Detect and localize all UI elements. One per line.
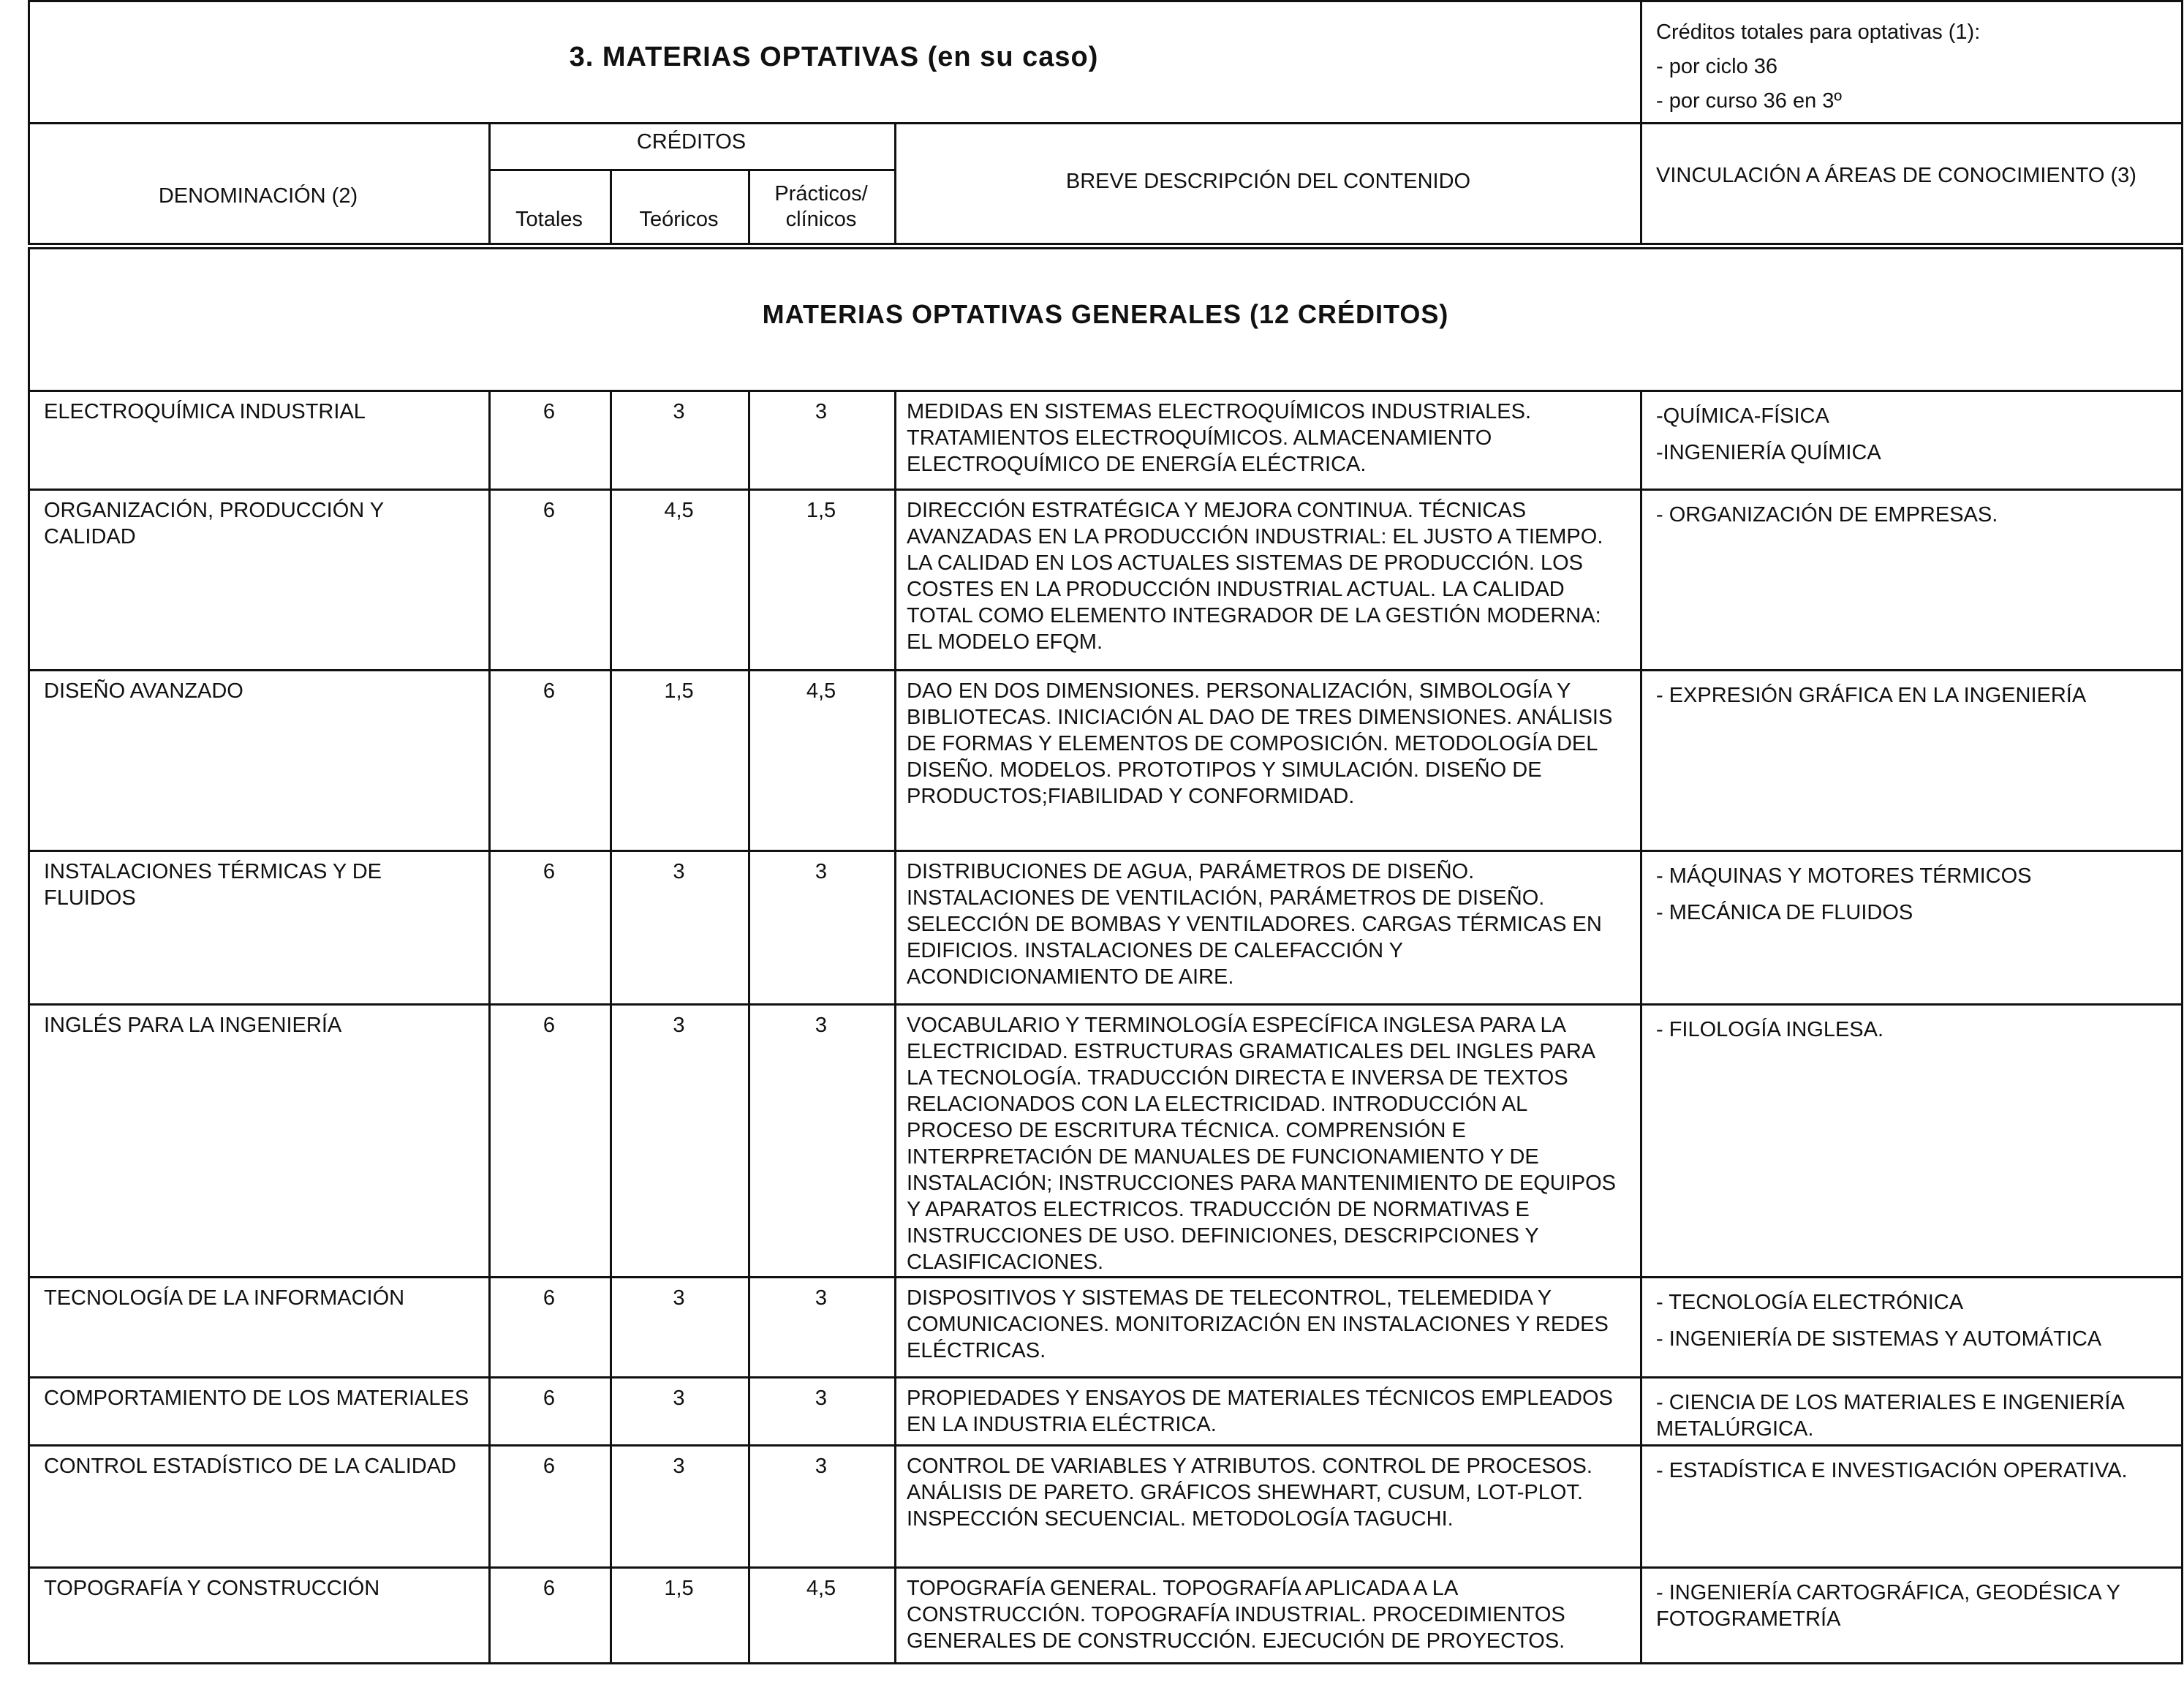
subject-description: TOPOGRAFÍA GENERAL. TOPOGRAFÍA APLICADA A LA CONSTRUCCIÓN. TOPOGRAFÍA INDUSTRIAL. PROCEDIMIENTOS GENERALES DE CONSTRUCCIÓN. EJECUCIÓN DE PROYECTOS. — [907, 1577, 1565, 1653]
credits-practicos: 4,5 — [806, 1577, 836, 1600]
subject-name: INSTALACIONES TÉRMICAS Y DE FLUIDOS — [44, 860, 382, 910]
subject-description: PROPIEDADES Y ENSAYOS DE MATERIALES TÉCNICOS EMPLEADOS EN LA INDUSTRIA ELÉCTRICA. — [907, 1387, 1613, 1436]
credits-practicos: 3 — [815, 1014, 828, 1037]
knowledge-area-item: - ORGANIZACIÓN DE EMPRESAS. — [1656, 503, 1998, 527]
knowledge-areas — [1656, 1017, 2170, 1053]
subject-description: VOCABULARIO Y TERMINOLOGÍA ESPECÍFICA INGLESA PARA LA ELECTRICIDAD. ESTRUCTURAS GRAMATICALES DEL INGLES PARA LA TECNOLOGÍA. TRADUCCIÓN DIRECTA E INVERSA DE TEXTOS RELACIONADOS CON LA ELECTRICIDAD. INTRODUCCIÓN AL PROCESO DE ESCRITURA TÉCNICA. COMPRENSIÓN E INTERPRETACIÓN DE MANUALES DE FUNCIONAMIENTO Y DE INSTALACIÓN; INSTRUCCIONES PARA MANTENIMIENTO DE EQUIPOS Y APARATOS ELECTRICOS. TRADUCCIÓN DE NORMATIVAS E INSTRUCCIONES DE USO. DEFINICIONES, DESCRIPCIONES Y CLASIFICACIONES. — [907, 1014, 1617, 1274]
page-title: 3. MATERIAS OPTATIVAS (en su caso) — [569, 42, 1099, 72]
subject-name: ELECTROQUÍMICA INDUSTRIAL — [44, 400, 366, 423]
column-header-denominacion: DENOMINACIÓN (2) — [158, 184, 358, 208]
column-divider — [894, 1003, 896, 1276]
knowledge-area-item: - ESTADÍSTICA E INVESTIGACIÓN OPERATIVA. — [1656, 1459, 2128, 1482]
credits-teoricos: 3 — [673, 1286, 685, 1310]
knowledge-areas — [1656, 1457, 2170, 1494]
knowledge-area-item: - CIENCIA DE LOS MATERIALES E INGENIERÍA METALÚRGICA. — [1656, 1391, 2124, 1441]
knowledge-area-item: - INGENIERÍA CARTOGRÁFICA, GEODÉSICA Y FOTOGRAMETRÍA — [1656, 1581, 2120, 1631]
column-divider — [894, 1276, 896, 1376]
column-divider — [1640, 1566, 1642, 1662]
credits-teoricos: 4,5 — [664, 499, 694, 522]
knowledge-area-item: - MECÁNICA DE FLUIDOS — [1656, 901, 1913, 924]
column-header-vinculacion: VINCULACIÓN A ÁREAS DE CONOCIMIENTO (3) — [1656, 164, 2136, 187]
column-header-descripcion: BREVE DESCRIPCIÓN DEL CONTENIDO — [1065, 170, 1471, 193]
column-divider — [1640, 1444, 1642, 1566]
knowledge-area-item: - EXPRESIÓN GRÁFICA EN LA INGENIERÍA — [1656, 684, 2087, 707]
knowledge-area-item: -QUÍMICA-FÍSICA — [1656, 404, 1829, 428]
credits-practicos: 3 — [815, 1286, 828, 1310]
knowledge-areas — [1656, 502, 2170, 538]
credits-teoricos: 1,5 — [664, 1577, 694, 1600]
knowledge-areas — [1656, 863, 2170, 936]
knowledge-area-item: - FILOLOGÍA INGLESA. — [1656, 1018, 1884, 1041]
credits-totales: 6 — [543, 400, 556, 423]
credits-line: - por curso 36 en 3º — [1656, 89, 1843, 113]
subject-name: COMPORTAMIENTO DE LOS MATERIALES — [44, 1387, 469, 1410]
column-divider — [894, 1566, 896, 1662]
subject-description: CONTROL DE VARIABLES Y ATRIBUTOS. CONTROL DE PROCESOS. ANÁLISIS DE PARETO. GRÁFICOS SHEWHART, CUSUM, LOT-PLOT. INSPECCIÓN SECUENCIAL. METODOLOGÍA TAGUCHI. — [907, 1455, 1592, 1531]
knowledge-area-item: - INGENIERÍA DE SISTEMAS Y AUTOMÁTICA — [1656, 1327, 2102, 1351]
knowledge-areas — [1656, 1580, 2170, 1642]
column-divider — [1640, 1376, 1642, 1444]
knowledge-area-item: - TECNOLOGÍA ELECTRÓNICA — [1656, 1291, 1964, 1314]
column-header-practicos: Prácticos/ — [774, 182, 868, 205]
knowledge-area-item: - MÁQUINAS Y MOTORES TÉRMICOS — [1656, 864, 2032, 888]
column-header-teoricos: Teóricos — [639, 208, 719, 231]
column-divider — [894, 1444, 896, 1566]
column-divider — [748, 1003, 750, 1276]
column-divider — [894, 390, 896, 489]
credits-teoricos: 3 — [673, 1014, 685, 1037]
knowledge-area-item: -INGENIERÍA QUÍMICA — [1656, 441, 1881, 464]
credits-totales: 6 — [543, 860, 556, 883]
column-divider — [894, 669, 896, 850]
column-header-creditos: CRÉDITOS — [636, 130, 747, 154]
subject-name: DISEÑO AVANZADO — [44, 679, 243, 703]
credits-line: - por ciclo 36 — [1656, 55, 1778, 78]
credits-totales: 6 — [543, 1014, 556, 1037]
knowledge-areas — [1656, 1289, 2170, 1362]
subject-description: DAO EN DOS DIMENSIONES. PERSONALIZACIÓN, SIMBOLOGÍA Y BIBLIOTECAS. INICIACIÓN AL DAO DE TRES DIMENSIONES. ANÁLISIS DE FORMAS Y ELEMENTOS DE COMPOSICIÓN. METODOLOGÍA DEL DISEÑO. MODELOS. PROTOTIPOS Y SIMULACIÓN. DISEÑO DE PRODUCTOS;FIABILIDAD Y CONFORMIDAD. — [907, 679, 1613, 808]
column-divider — [488, 1003, 491, 1276]
credits-practicos: 4,5 — [806, 679, 836, 703]
column-divider — [610, 1003, 612, 1276]
credits-totales: 6 — [543, 679, 556, 703]
subject-description: MEDIDAS EN SISTEMAS ELECTROQUÍMICOS INDUSTRIALES. TRATAMIENTOS ELECTROQUÍMICOS. ALMACENAMIENTO ELECTROQUÍMICO DE ENERGÍA ELÉCTRICA. — [907, 400, 1532, 476]
knowledge-areas — [1656, 403, 2170, 476]
section-title: MATERIAS OPTATIVAS GENERALES (12 CRÉDITOS) — [762, 299, 1449, 329]
credits-totales: 6 — [543, 1577, 556, 1600]
credits-practicos: 1,5 — [806, 499, 836, 522]
column-divider — [1640, 669, 1642, 850]
credits-practicos: 3 — [815, 1455, 828, 1478]
credits-teoricos: 1,5 — [664, 679, 694, 703]
knowledge-areas — [1656, 1389, 2170, 1452]
subject-name: ORGANIZACIÓN, PRODUCCIÓN Y CALIDAD — [44, 499, 384, 548]
column-divider — [1640, 390, 1642, 489]
column-divider — [1640, 489, 1642, 669]
credits-teoricos: 3 — [673, 1455, 685, 1478]
column-divider — [1640, 1276, 1642, 1376]
credits-teoricos: 3 — [673, 860, 685, 883]
column-header-totales: Totales — [515, 208, 583, 231]
column-divider — [894, 850, 896, 1003]
credits-practicos: 3 — [815, 860, 828, 883]
credits-totales: 6 — [543, 1387, 556, 1410]
credits-totales: 6 — [543, 499, 556, 522]
knowledge-areas — [1656, 682, 2170, 719]
column-divider — [894, 489, 896, 669]
subject-name: TECNOLOGÍA DE LA INFORMACIÓN — [44, 1286, 405, 1310]
subject-description: DISPOSITIVOS Y SISTEMAS DE TELECONTROL, TELEMEDIDA Y COMUNICACIONES. MONITORIZACIÓN EN INSTALACIONES Y REDES ELÉCTRICAS. — [907, 1286, 1609, 1362]
subject-name: TOPOGRAFÍA Y CONSTRUCCIÓN — [44, 1577, 380, 1600]
credits-totales: 6 — [543, 1455, 556, 1478]
credits-teoricos: 3 — [673, 1387, 685, 1410]
subject-name: CONTROL ESTADÍSTICO DE LA CALIDAD — [44, 1455, 456, 1478]
column-divider — [1640, 1003, 1642, 1276]
subject-description: DIRECCIÓN ESTRATÉGICA Y MEJORA CONTINUA. TÉCNICAS AVANZADAS EN LA PRODUCCIÓN INDUSTRIAL: EL JUSTO A TIEMPO. LA CALIDAD EN LOS ACTUALES SISTEMAS DE PRODUCCIÓN. LOS COSTES EN LA PRODUCCIÓN INDUSTRIAL ACTUAL. LA CALIDAD TOTAL COMO ELEMENTO INTEGRADOR DE LA GESTIÓN MODERNA: EL MODELO EFQM. — [907, 499, 1603, 654]
credits-teoricos: 3 — [673, 400, 685, 423]
subject-description: DISTRIBUCIONES DE AGUA, PARÁMETROS DE DISEÑO. INSTALACIONES DE VENTILACIÓN, PARÁMETROS DE DISEÑO. SELECCIÓN DE BOMBAS Y VENTILADORES. CARGAS TÉRMICAS EN EDIFICIOS. INSTALACIONES DE CALEFACCIÓN Y ACONDICIONAMIENTO DE AIRE. — [907, 860, 1602, 989]
column-divider — [1640, 850, 1642, 1003]
column-header-clinicos: clínicos — [785, 208, 857, 231]
column-divider — [894, 1376, 896, 1444]
subject-name: INGLÉS PARA LA INGENIERÍA — [44, 1014, 342, 1037]
credits-totales: 6 — [543, 1286, 556, 1310]
credits-title: Créditos totales para optativas (1): — [1656, 20, 1981, 44]
credits-practicos: 3 — [815, 1387, 828, 1410]
credits-practicos: 3 — [815, 400, 828, 423]
